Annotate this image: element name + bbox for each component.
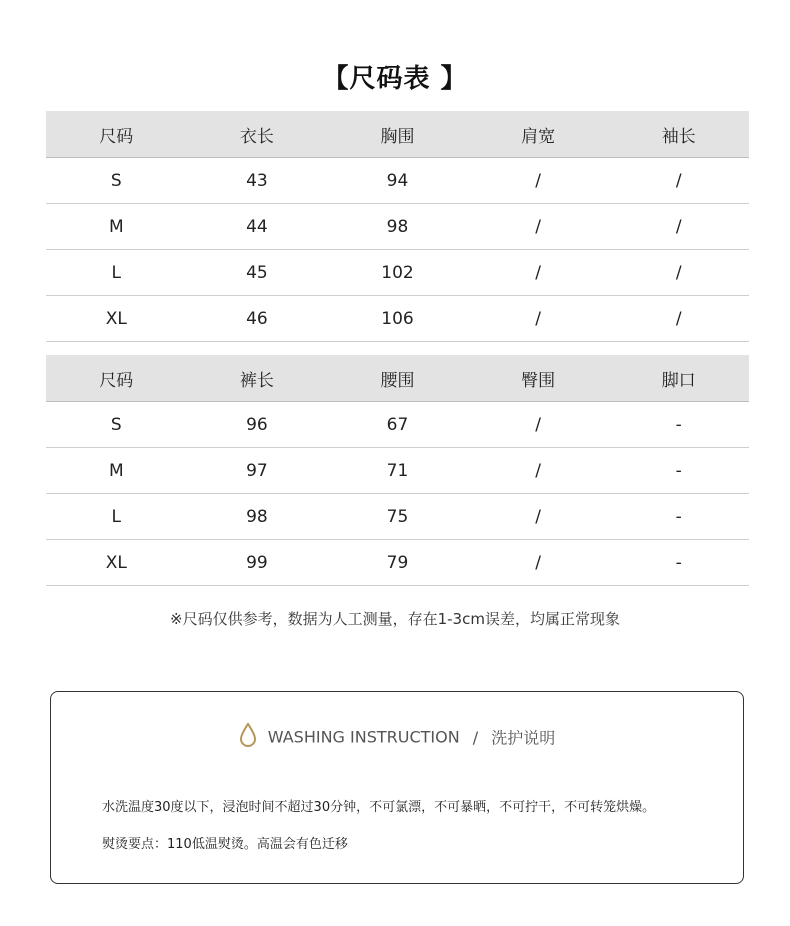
table-row xyxy=(46,402,749,448)
table-cell: 98 xyxy=(327,204,468,250)
table-row xyxy=(46,250,749,296)
table-row xyxy=(46,296,749,342)
table-cell: - xyxy=(608,540,749,586)
top-size-table xyxy=(46,111,749,342)
table-cell: - xyxy=(608,448,749,494)
table-cell: 71 xyxy=(327,448,468,494)
table-cell: 99 xyxy=(187,540,328,586)
measurement-note: ※尺码仅供参考，数据为人工测量，存在1-3cm误差，均属正常现象 xyxy=(170,610,620,628)
table-header-row xyxy=(46,111,749,158)
table-cell: 43 xyxy=(187,158,328,204)
table-cell: L xyxy=(46,494,187,540)
washing-instruction-box xyxy=(50,691,744,884)
header-cell: 胸围 xyxy=(327,111,468,158)
bottom-size-table xyxy=(46,355,749,586)
table-cell: / xyxy=(468,296,609,342)
table-cell: 79 xyxy=(327,540,468,586)
table-cell: 106 xyxy=(327,296,468,342)
table-cell: 96 xyxy=(187,402,328,448)
heading-cn: 洗护说明 xyxy=(491,728,556,748)
table-cell: 94 xyxy=(327,158,468,204)
water-drop-icon xyxy=(239,722,257,752)
table-cell: XL xyxy=(46,296,187,342)
table-cell: / xyxy=(468,158,609,204)
washing-instruction-heading xyxy=(51,722,743,752)
header-cell: 肩宽 xyxy=(468,111,609,158)
table-cell: 102 xyxy=(327,250,468,296)
table-cell: 97 xyxy=(187,448,328,494)
page-title: 【尺码表 】 xyxy=(322,64,468,94)
table-row xyxy=(46,494,749,540)
table-cell: 46 xyxy=(187,296,328,342)
table-cell: 45 xyxy=(187,250,328,296)
table-cell: - xyxy=(608,494,749,540)
table-cell: / xyxy=(468,402,609,448)
header-cell: 袖长 xyxy=(608,111,749,158)
header-cell: 尺码 xyxy=(46,355,187,402)
table-cell: / xyxy=(608,250,749,296)
table-cell: L xyxy=(46,250,187,296)
header-cell: 裤长 xyxy=(187,355,328,402)
ironing-text: 熨烫要点：110低温熨烫。高温会有色迁移 xyxy=(102,837,348,852)
header-cell: 腰围 xyxy=(327,355,468,402)
header-cell: 臀围 xyxy=(468,355,609,402)
table-cell: / xyxy=(468,448,609,494)
table-cell: / xyxy=(608,296,749,342)
table-row xyxy=(46,158,749,204)
table-cell: - xyxy=(608,402,749,448)
table-cell: XL xyxy=(46,540,187,586)
header-cell: 衣长 xyxy=(187,111,328,158)
table-row xyxy=(46,448,749,494)
table-cell: S xyxy=(46,402,187,448)
table-cell: / xyxy=(608,204,749,250)
table-cell: 44 xyxy=(187,204,328,250)
table-cell: / xyxy=(468,250,609,296)
table-cell: M xyxy=(46,448,187,494)
header-cell: 尺码 xyxy=(46,111,187,158)
washing-text: 水洗温度30度以下，浸泡时间不超过30分钟，不可氯漂，不可暴晒，不可拧干，不可转笼烘燥。 xyxy=(102,800,656,815)
table-row xyxy=(46,204,749,250)
header-cell: 脚口 xyxy=(608,355,749,402)
table-cell: 75 xyxy=(327,494,468,540)
heading-en: WASHING INSTRUCTION xyxy=(267,727,460,747)
table-cell: M xyxy=(46,204,187,250)
table-cell: 67 xyxy=(327,402,468,448)
table-cell: / xyxy=(608,158,749,204)
table-cell: / xyxy=(468,494,609,540)
table-header-row xyxy=(46,355,749,402)
table-row xyxy=(46,540,749,586)
heading-separator: / xyxy=(472,727,479,747)
table-cell: 98 xyxy=(187,494,328,540)
table-cell: / xyxy=(468,204,609,250)
table-cell: / xyxy=(468,540,609,586)
table-cell: S xyxy=(46,158,187,204)
